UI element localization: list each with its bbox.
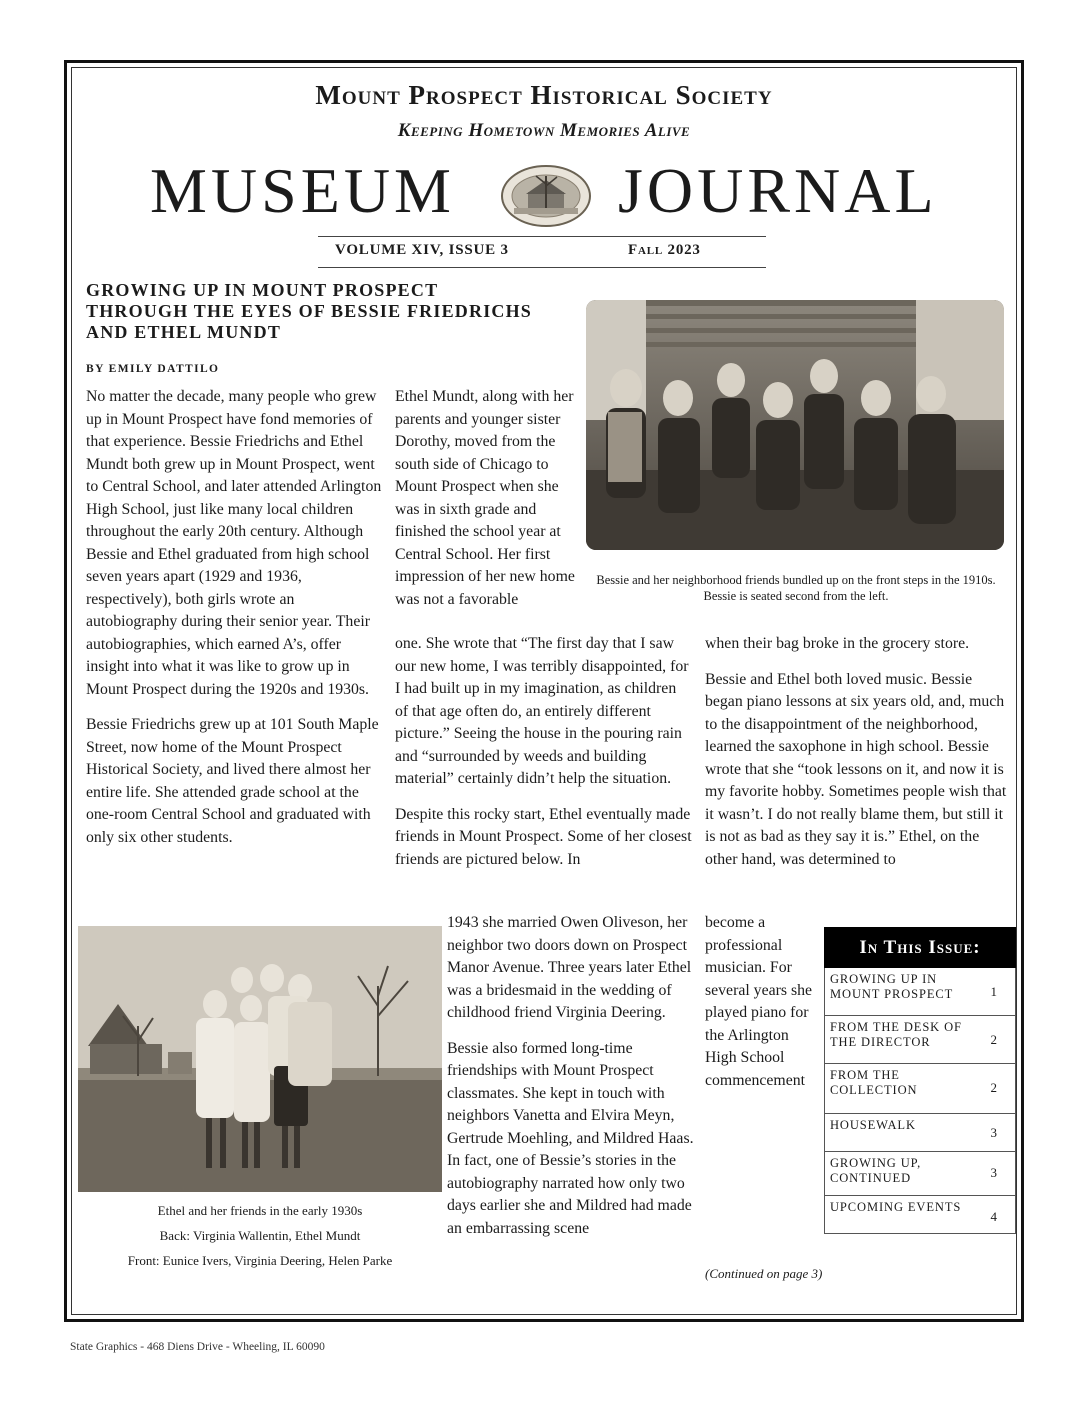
printer-footer: State Graphics - 468 Diens Drive - Wheeling, IL 60090 bbox=[70, 1341, 325, 1353]
article-column-2-top bbox=[395, 386, 581, 624]
toc-item[interactable] bbox=[824, 1196, 1016, 1234]
toc-item-page: 4 bbox=[990, 1209, 997, 1224]
toc-item-label: FROM THE COLLECTION bbox=[830, 1068, 918, 1097]
article-column-2-mid bbox=[395, 633, 693, 884]
paragraph: Bessie and Ethel both loved music. Bessie began piano lessons at six years old, and, much to the disappointment of the neighborhood, learned the saxophone in high school. Bessie wrote that she “took lessons on it, and now it is my favorite hobby. Sometimes people wish that it wasn’t. I do not really blame them, but still it is not as bad as they say it is.” Ethel, on the other hand, was determined to bbox=[705, 670, 1007, 868]
photo-caption: Bessie and her neighborhood friends bundled up on the front steps in the 1910s. Bessie is seated second from the left. bbox=[596, 573, 996, 603]
article-column-3 bbox=[705, 633, 1007, 884]
paragraph: Despite this rocky start, Ethel eventually made friends in Mount Prospect. Some of her closest friends are pictured below. In bbox=[395, 805, 692, 868]
byline: BY EMILY DATTILO bbox=[86, 363, 220, 375]
toc-item[interactable] bbox=[824, 1114, 1016, 1152]
toc-item[interactable] bbox=[824, 968, 1016, 1016]
toc-item-label: GROWING UP IN MOUNT PROSPECT bbox=[830, 972, 954, 1001]
headline-line: GROWING UP IN MOUNT PROSPECT bbox=[86, 280, 439, 300]
paragraph: Bessie Friedrichs grew up at 101 South Maple Street, now home of the Mount Prospect Historical Society, and lived there almost her entire life. She attended grade school at the one-room Central School and graduated with only six other students. bbox=[86, 716, 379, 846]
paragraph: one. She wrote that “The first day that I saw our new home, I was terribly disappointed, for I had built up in my imagination, as children of that age often do, an entirely different picture.” Seeing the house in the pouring rain and “surrounded by weeds and building material” certainly didn’t help the situation. bbox=[395, 635, 689, 787]
toc-item-label: FROM THE DESK OF THE DIRECTOR bbox=[830, 1020, 962, 1049]
society-seal-logo bbox=[500, 164, 592, 228]
caption-line: Ethel and her friends in the early 1930s bbox=[157, 1203, 363, 1218]
photo-caption-2 bbox=[78, 1198, 442, 1273]
society-name: Mount Prospect Historical Society bbox=[315, 80, 773, 110]
toc-item[interactable] bbox=[824, 1016, 1016, 1064]
volume-rule-top bbox=[318, 236, 766, 237]
issue-season: Fall 2023 bbox=[628, 242, 701, 258]
caption-line: Back: Virginia Wallentin, Ethel Mundt bbox=[159, 1228, 361, 1243]
toc-item-label: HOUSEWALK bbox=[830, 1118, 916, 1132]
article-column-2-bottom bbox=[447, 912, 695, 1253]
volume-issue: VOLUME XIV, ISSUE 3 bbox=[335, 242, 509, 258]
photo-children-on-steps bbox=[586, 300, 1004, 550]
masthead-journal: JOURNAL bbox=[618, 155, 938, 226]
volume-rule-bottom bbox=[318, 267, 766, 268]
paragraph: when their bag broke in the grocery store. bbox=[705, 635, 970, 652]
toc-item-page: 3 bbox=[990, 1165, 997, 1180]
toc-item-page: 2 bbox=[990, 1080, 997, 1095]
continued-note: (Continued on page 3) bbox=[705, 1266, 823, 1281]
toc-item-label: GROWING UP, CONTINUED bbox=[830, 1156, 922, 1185]
paragraph: become a professional musician. For several years she played piano for the Arlington High School commencement bbox=[705, 914, 813, 1089]
paragraph: 1943 she married Owen Oliveson, her neighbor two doors down on Prospect Manor Avenue. Three years later Ethel was a bridesmaid in the wedding of childhood friend Virginia Deering. bbox=[447, 914, 692, 1021]
toc-item-label: UPCOMING EVENTS bbox=[830, 1200, 962, 1214]
toc-item[interactable] bbox=[824, 1064, 1016, 1114]
masthead-museum: MUSEUM bbox=[150, 155, 455, 226]
toc-item-page: 1 bbox=[990, 984, 997, 999]
toc-item-page: 3 bbox=[990, 1125, 997, 1140]
article-headline bbox=[86, 280, 576, 343]
paragraph: No matter the decade, many people who grew up in Mount Prospect have fond memories of that experience. Bessie Friedrichs and Ethel Mundt both grew up in Mount Prospect, went to Central School, and later attended Arlington High School, just like many local children throughout the early 20th century. Although Bessie and Ethel graduated from high school seven years apart (1929 and 1936, respectively), both girls wrote an autobiography during their senior year. Their autobiographies, which earned A’s, offer insight into what it was like to grow up in Mount Prospect during the 1920s and 1930s. bbox=[86, 388, 382, 698]
article-column-1 bbox=[86, 386, 384, 862]
in-this-issue-box bbox=[824, 927, 1016, 1234]
photo-ethel-and-friends bbox=[78, 926, 442, 1192]
paragraph: Ethel Mundt, along with her parents and younger sister Dorothy, moved from the south side of Chicago to Mount Prospect when she was in sixth grade and finished the school year at Central School. Her first impression of her new home was not a favorable bbox=[395, 388, 575, 608]
toc-title: In This Issue: bbox=[824, 927, 1016, 968]
toc-item[interactable] bbox=[824, 1152, 1016, 1196]
paragraph: Bessie also formed long-time friendships with Mount Prospect classmates. She kept in touch with neighbors Vanetta and Elvira Meyn, Gertrude Moehling, and Mildred Haas. In fact, one of Bessie’s stories in the autobiography narrated how only two days earlier she and Mildred had made an embarrassing scene bbox=[447, 1039, 694, 1237]
tagline: Keeping Hometown Memories Alive bbox=[397, 120, 691, 141]
headline-line: AND ETHEL MUNDT bbox=[86, 322, 282, 342]
toc-item-page: 2 bbox=[990, 1032, 997, 1047]
article-column-3-bottom bbox=[705, 912, 823, 1105]
headline-line: THROUGH THE EYES OF BESSIE FRIEDRICHS bbox=[86, 301, 533, 321]
caption-line: Front: Eunice Ivers, Virginia Deering, Helen Parke bbox=[127, 1253, 393, 1268]
